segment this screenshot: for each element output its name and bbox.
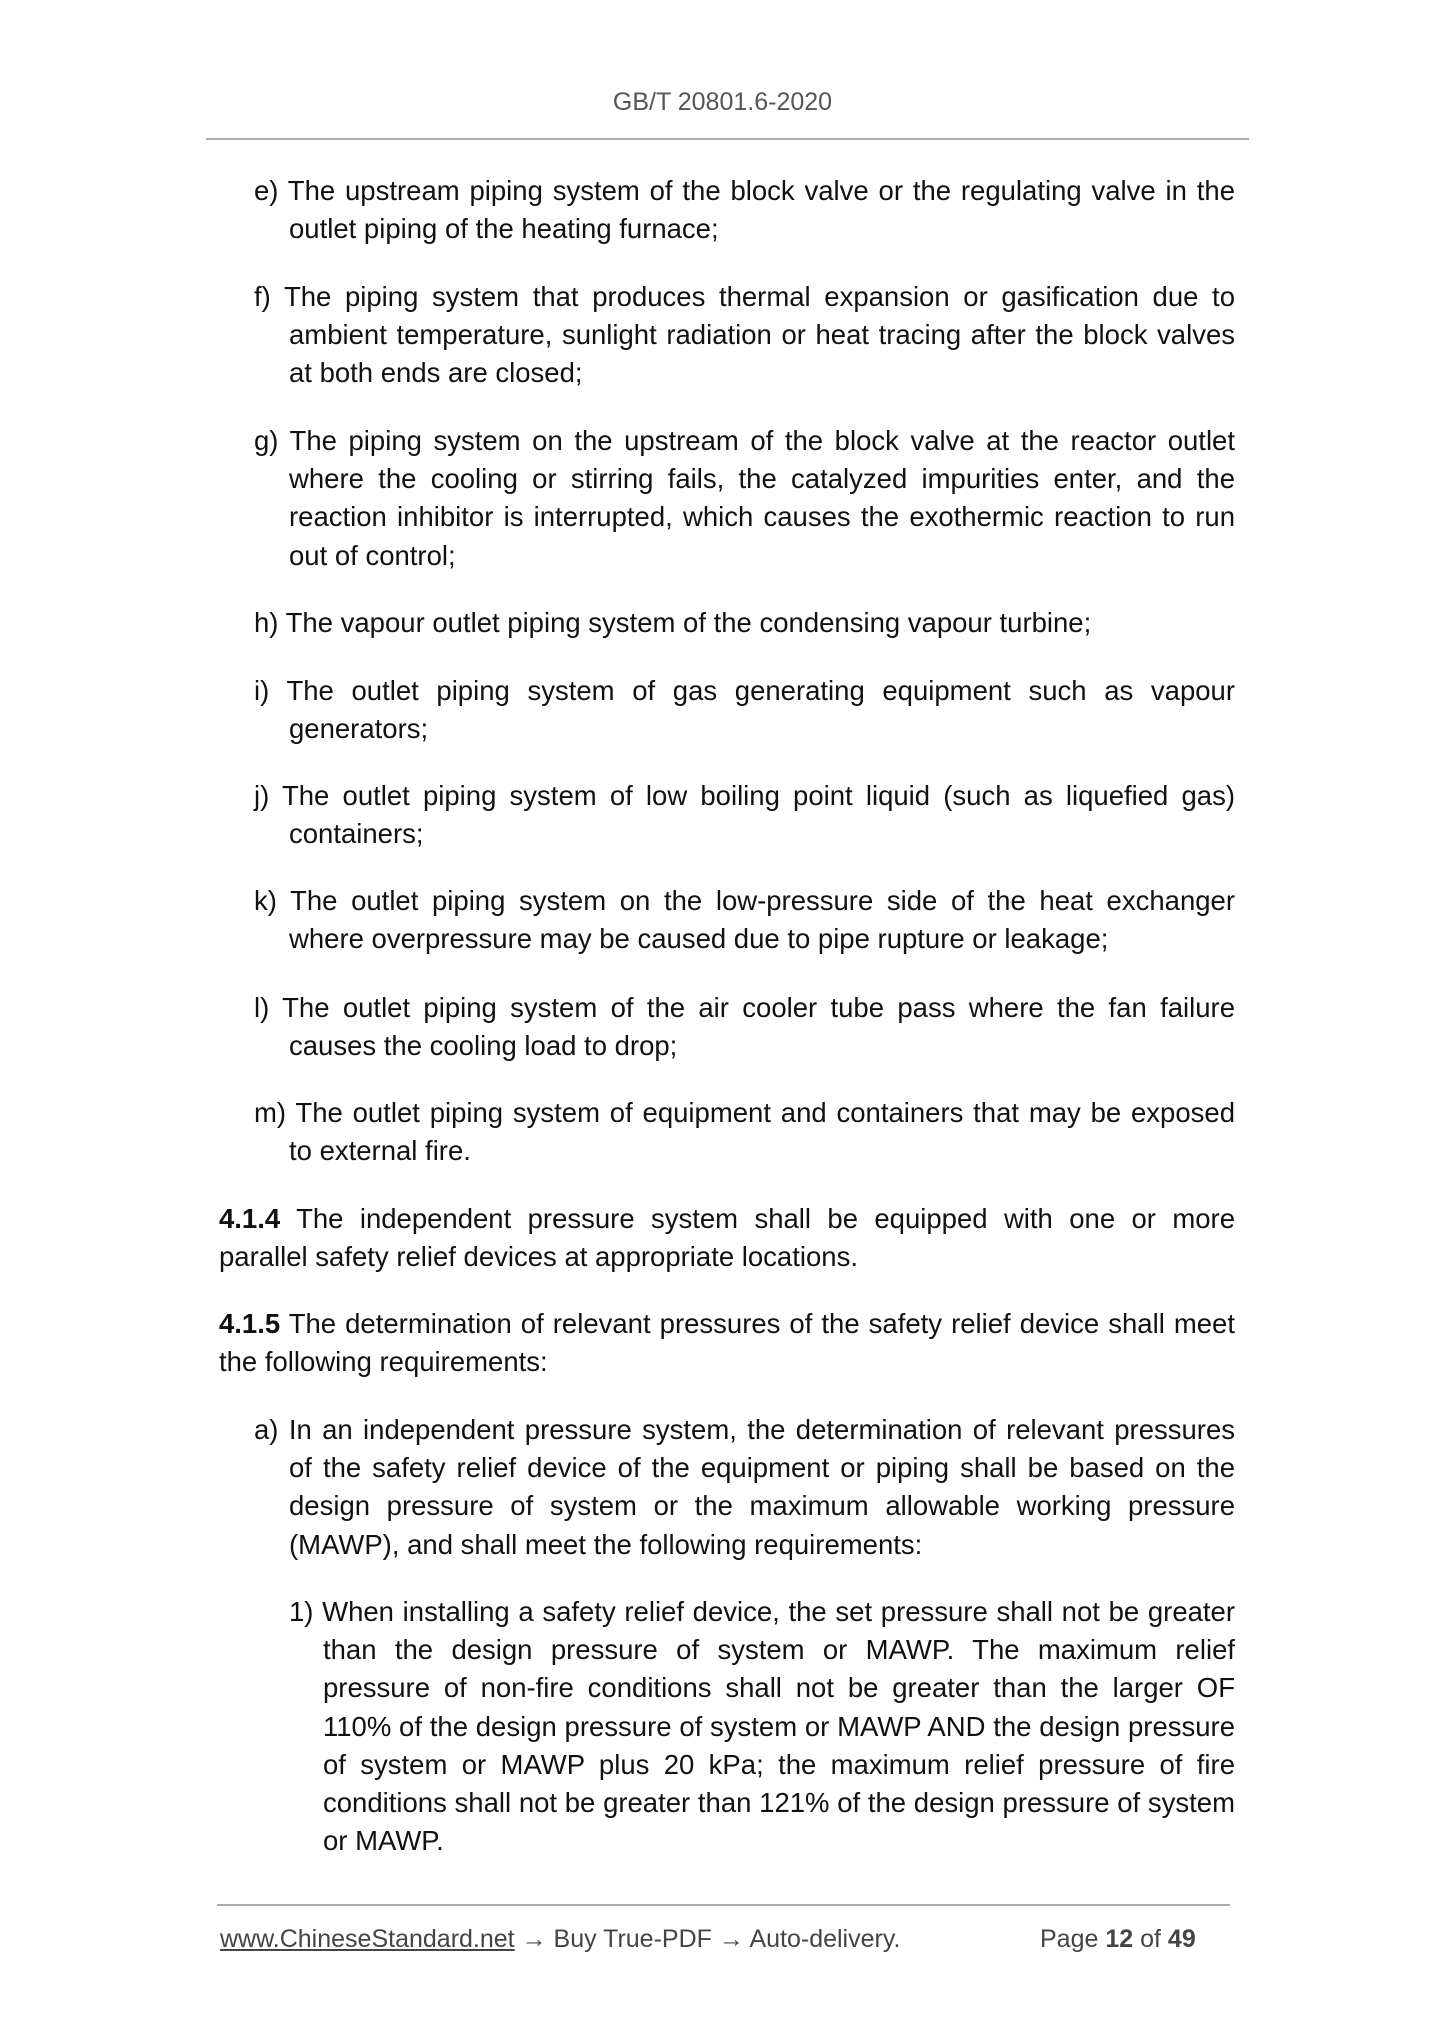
footer-promo bbox=[220, 1925, 900, 1954]
item-label: e) bbox=[254, 175, 279, 206]
buy-text: Buy True-PDF bbox=[553, 1925, 712, 1953]
item-text: The outlet piping system of the air cooler tube pass where the fan failure causes the cooling load to drop; bbox=[282, 992, 1235, 1062]
clause-4-1-5 bbox=[219, 1305, 1235, 1381]
page-number: 12 bbox=[1105, 1925, 1134, 1953]
clause-text: The independent pressure system shall be equipped with one or more parallel safety relief devices at appropriate locations. bbox=[219, 1203, 1235, 1273]
item-text: The vapour outlet piping system of the condensing vapour turbine; bbox=[285, 607, 1092, 638]
item-label: m) bbox=[254, 1097, 287, 1128]
list-item-m bbox=[254, 1094, 1235, 1170]
item-label: i) bbox=[254, 675, 270, 706]
list-item-g bbox=[254, 422, 1235, 575]
list-item-a bbox=[254, 1411, 1235, 1564]
footer-divider bbox=[217, 1904, 1230, 1906]
item-text: The outlet piping system of equipment and containers that may be exposed to external fire. bbox=[289, 1097, 1235, 1167]
item-label: 1) bbox=[289, 1596, 314, 1627]
document-header: GB/T 20801.6-2020 bbox=[612, 88, 833, 116]
arrow-icon: → bbox=[718, 1925, 744, 1953]
arrow-icon: → bbox=[521, 1925, 547, 1953]
item-label: j) bbox=[254, 780, 270, 811]
item-text: The outlet piping system of low boiling point liquid (such as liquefied gas) containers; bbox=[281, 780, 1235, 850]
item-label: a) bbox=[254, 1414, 279, 1445]
website-link[interactable]: www.ChineseStandard.net bbox=[220, 1925, 515, 1953]
total-pages: 49 bbox=[1167, 1925, 1196, 1953]
item-text: The outlet piping system of gas generating equipment such as vapour generators; bbox=[286, 675, 1235, 745]
page-label: Page bbox=[1040, 1925, 1099, 1953]
item-text: In an independent pressure system, the determination of relevant pressures of the safety relief device of the equipment or piping shall be based on the design pressure of system or the maximum allowable working pressure (MAWP), and shall meet the following requirements: bbox=[288, 1414, 1235, 1560]
list-item-l bbox=[254, 989, 1235, 1065]
sub-item-1 bbox=[289, 1593, 1235, 1860]
list-item-j bbox=[254, 777, 1235, 853]
list-item-k bbox=[254, 882, 1235, 958]
item-label: g) bbox=[254, 425, 279, 456]
item-label: h) bbox=[254, 607, 279, 638]
list-item-e bbox=[254, 172, 1235, 248]
item-text: When installing a safety relief device, the set pressure shall not be greater than the design pressure of system or MAWP. The maximum relief pressure of non-fire conditions shall not be greater than the larger OF 110% of the design pressure of system or MAWP AND the design pressure of system or MAWP plus 20 kPa; the maximum relief pressure of fire conditions shall not be greater than 121% of the design pressure of system or MAWP. bbox=[322, 1596, 1236, 1857]
clause-number: 4.1.5 bbox=[219, 1308, 281, 1339]
item-text: The piping system that produces thermal expansion or gasification due to ambient temperature, sunlight radiation or heat tracing after the block valves at both ends are closed; bbox=[283, 281, 1235, 389]
item-text: The outlet piping system on the low-pressure side of the heat exchanger where overpressure may be caused due to pipe rupture or leakage; bbox=[289, 885, 1235, 955]
clause-number: 4.1.4 bbox=[219, 1203, 281, 1234]
item-label: k) bbox=[254, 885, 277, 916]
item-label: l) bbox=[254, 992, 270, 1023]
list-item-i bbox=[254, 672, 1235, 748]
item-text: The upstream piping system of the block valve or the regulating valve in the outlet piping of the heating furnace; bbox=[287, 175, 1235, 245]
clause-text: The determination of relevant pressures of the safety relief device shall meet the following requirements: bbox=[219, 1308, 1235, 1378]
delivery-text: Auto-delivery. bbox=[749, 1925, 901, 1953]
of-label: of bbox=[1140, 1925, 1161, 1953]
list-item-h bbox=[254, 604, 1235, 642]
item-text: The piping system on the upstream of the block valve at the reactor outlet where the cooling or stirring fails, the catalyzed impurities enter, and the reaction inhibitor is interrupted, which causes the exothermic reaction to run out of control; bbox=[289, 425, 1235, 571]
list-item-f bbox=[254, 278, 1235, 393]
page-indicator bbox=[1040, 1925, 1196, 1954]
header-divider bbox=[206, 138, 1249, 140]
item-label: f) bbox=[254, 281, 271, 312]
clause-4-1-4 bbox=[219, 1200, 1235, 1276]
